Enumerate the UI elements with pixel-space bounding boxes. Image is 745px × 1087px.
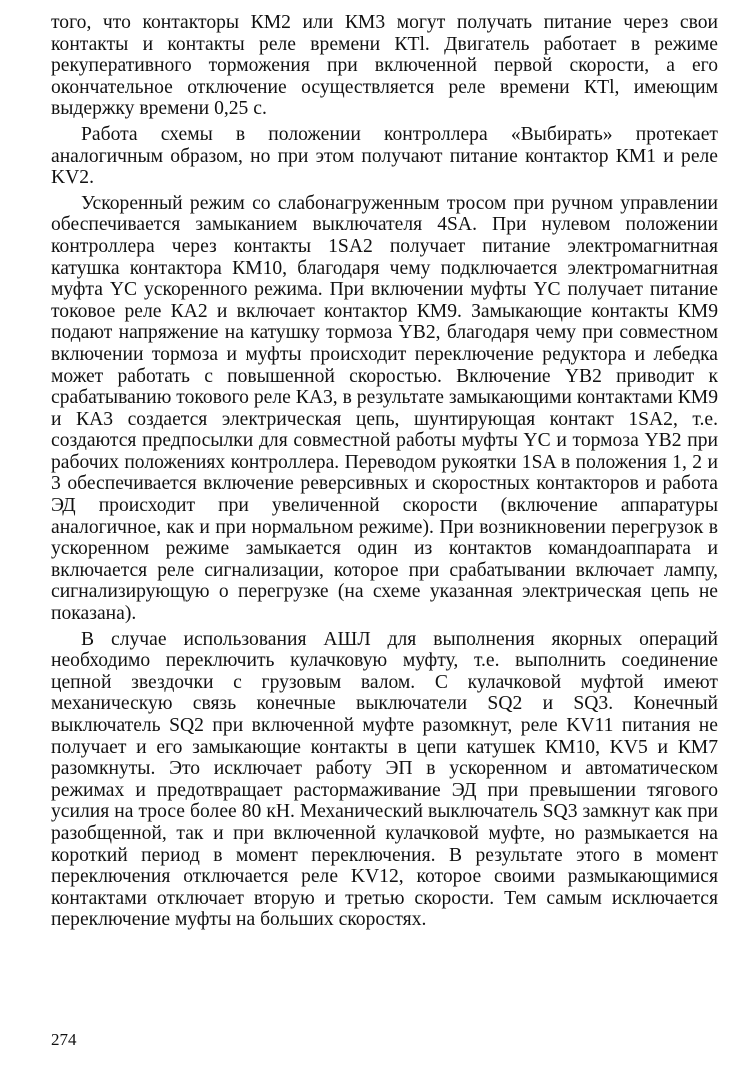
paragraph-2: Работа схемы в положении контроллера «Выбирать» протекает аналогичным образом, но при этом получают питание контактор КМ1 и реле KV2. (51, 123, 718, 189)
page-number: 274 (51, 1030, 77, 1049)
paragraph-3: Ускоренный режим со слабонагруженным тросом при ручном управлении обеспечивается замыканием выключателя 4SA. При нулевом положении контроллера через контакты 1SA2 получает питание электромагнитная катушка контактора КМ10, благодаря чему подключается электромагнитная муфта YC ускоренного режима. При включении муфты YC получает питание токовое реле КА2 и включает контактор КМ9. Замыкающие контакты КМ9 подают напряжение на катушку тормоза YB2, благодаря чему при совместном включении тормоза и муфты происходит переключение редуктора и лебедка может работать с повышенной скоростью. Включение YB2 приводит к срабатыванию токового реле КА3, в результате замыкающими контактами КМ9 и КА3 создается электрическая цепь, шунтирующая контакт 1SA2, т.е. создаются предпосылки для совместной работы муфты YC и тормоза YB2 при рабочих положениях контроллера. Переводом рукоятки 1SA в положения 1, 2 и 3 обеспечивается включение реверсивных и скоростных контакторов и работа ЭД происходит при увеличенной скорости (включение аппаратуры аналогичное, как и при нормальном режиме). При возникновении перегрузок в ускоренном режиме замыкается один из контактов командоаппарата и включается реле сигнализации, которое при срабатывании включает лампу, сигнализирующую о перегрузке (на схеме указанная электрическая цепь не показана). (51, 192, 718, 625)
paragraph-1: того, что контакторы КМ2 или КМ3 могут получать питание через свои контакты и контакты реле времени КТl. Двигатель работает в режиме рекуперативного торможения при включенной первой скорости, а его окончательное отключение осуществляется реле времени КТl, имеющим выдержку времени 0,25 с. (51, 12, 718, 120)
paragraph-4: В случае использования АШЛ для выполнения якорных операций необходимо переключить кулачковую муфту, т.е. выполнить соединение цепной звездочки с грузовым валом. С кулачковой муфтой имеют механическую связь конечные выключатели SQ2 и SQ3. Конечный выключатель SQ2 при включенной муфте разомкнут, реле KV11 питания не получает и его замыкающие контакты в цепи катушек КМ10, KV5 и КМ7 разомкнуты. Это исключает работу ЭП в ускоренном и автоматическом режимах и предотвращает растормаживание ЭД при превышении тягового усилия на тросе более 80 кН. Механический выключатель SQ3 замкнут как при разобщенной, так и при включенной кулачковой муфте, но размыкается на короткий период в момент переключения. В результате этого в момент переключения отключается реле KV12, которое своими размыкающимися контактами отключает вторую и третью скорости. Тем самым исключается переключение муфты на больших скоростях. (51, 628, 718, 931)
page-body (51, 12, 718, 931)
